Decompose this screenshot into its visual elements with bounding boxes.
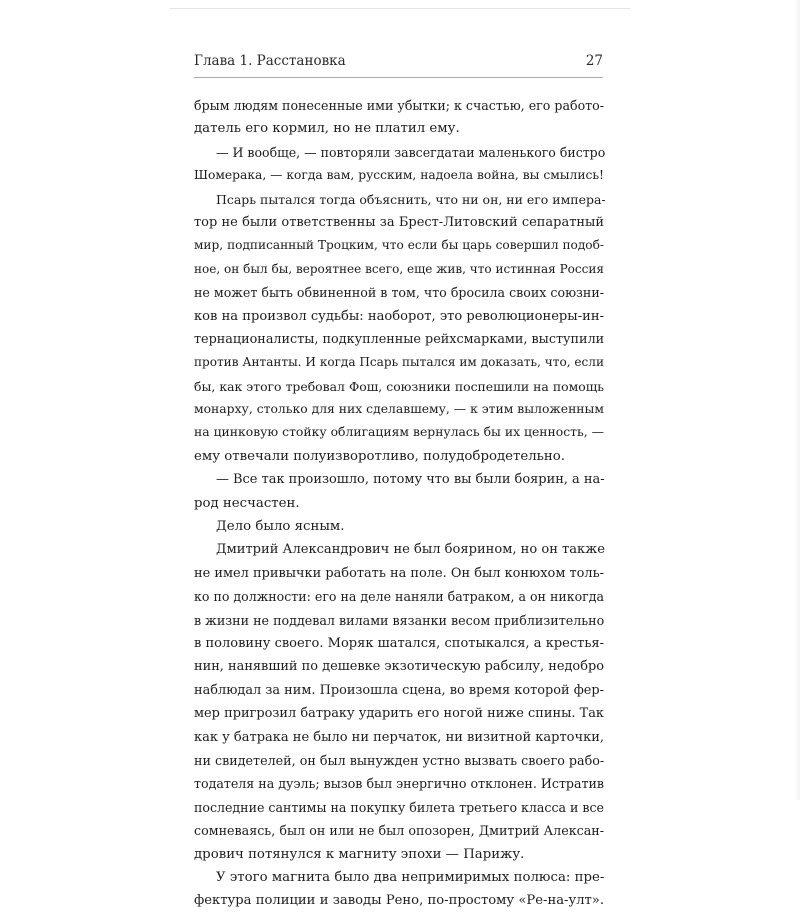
text-line: в половину своего. Моряк шатался, спотыкался, а крестья-: [194, 635, 604, 651]
text-line: последние сантимы на покупку билета третьего класса и все: [194, 799, 604, 815]
body-text: [194, 94, 604, 913]
text-line: тодателя на дуэль; вызов был энергично отклонен. Истратив: [194, 776, 604, 792]
text-line: не может быть обвиненной в том, что бросила своих союзни-: [194, 285, 604, 301]
text-line: наблюдал за ним. Произошла сцена, во время которой фер-: [194, 682, 604, 698]
text-line: бы, как этого требовал Фош, союзники поспешили на помощь: [194, 378, 604, 394]
text-line: ков на произвол судьбы: наоборот, это революционеры-ин-: [194, 308, 604, 324]
text-line: — И вообще, — повторяли завсегдатаи маленького бистро: [216, 144, 606, 160]
text-line: тор не были ответственны за Брест-Литовский сепаратный: [194, 214, 604, 230]
page-top-edge: [170, 0, 630, 9]
text-line: дрович потянулся к магниту эпохи — Парижу.: [194, 846, 525, 862]
text-line: на цинковую стойку облигациям вернулась бы их ценность, —: [194, 425, 604, 440]
text-line: Шомерака, — когда вам, русским, надоела война, вы смылись!: [194, 168, 604, 183]
text-line: монарху, столько для них сделавшему, — к этим выложенным: [194, 402, 604, 417]
text-line: У этого магнита было два непримиримых полюса: пре-: [216, 869, 605, 885]
page-shadow: [794, 0, 800, 800]
text-line: в жизни не поддевал вилами вязанки весом приблизительно: [194, 612, 605, 628]
page-number: 27: [585, 53, 603, 69]
text-line: датель его кормил, но не платил ему.: [194, 121, 460, 137]
text-line: мир, подписанный Троцким, что если бы царь совершил подоб-: [194, 238, 604, 253]
text-line: мер пригрозил батраку ударить его ногой ниже спины. Так: [194, 706, 604, 722]
text-line: ни свидетелей, он был вынужден устно вызвать своего рабо-: [194, 752, 605, 768]
text-line: брым людям понесенные ими убытки; к счастью, его работо-: [194, 98, 604, 113]
text-line: ное, он был бы, вероятнее всего, еще жив, что истинная Россия: [194, 261, 604, 276]
text-line: фектура полиции и заводы Рено, по-простому «Ре-на-улт».: [194, 893, 604, 909]
text-line: Дмитрий Александрович не был боярином, но он также: [216, 542, 605, 558]
text-line: — Все так произошло, потому что вы были боярин, а на-: [216, 472, 605, 488]
text-line: не имел привычки работать на поле. Он был конюхом толь-: [194, 565, 604, 581]
header-rule: [194, 77, 603, 78]
text-line: Дело было ясным.: [216, 519, 345, 535]
text-line: как у батрака не было ни перчаток, ни визитной карточки,: [194, 729, 604, 745]
text-line: сомневаясь, был он или не был опозорен, Дмитрий Алексан-: [194, 823, 604, 839]
text-line: ко по должности: его на деле наняли батраком, а он никогда: [194, 589, 604, 605]
text-line: нин, нанявший по дешевке экзотическую рабсилу, недобро: [194, 659, 604, 675]
text-line: тернационалисты, подкупленные рейхсмарками, выступили: [194, 331, 605, 347]
chapter-title: Глава 1. Расстановка: [194, 53, 346, 69]
text-line: против Антанты. И когда Псарь пытался им доказать, что, если: [194, 355, 604, 370]
running-header: [194, 53, 603, 75]
text-line: ему отвечали полуизворотливо, полудобродетельно.: [194, 448, 566, 464]
text-line: Псарь пытался тогда объяснить, что ни он, ни его импера-: [216, 191, 606, 207]
text-line: род несчастен.: [194, 495, 300, 511]
